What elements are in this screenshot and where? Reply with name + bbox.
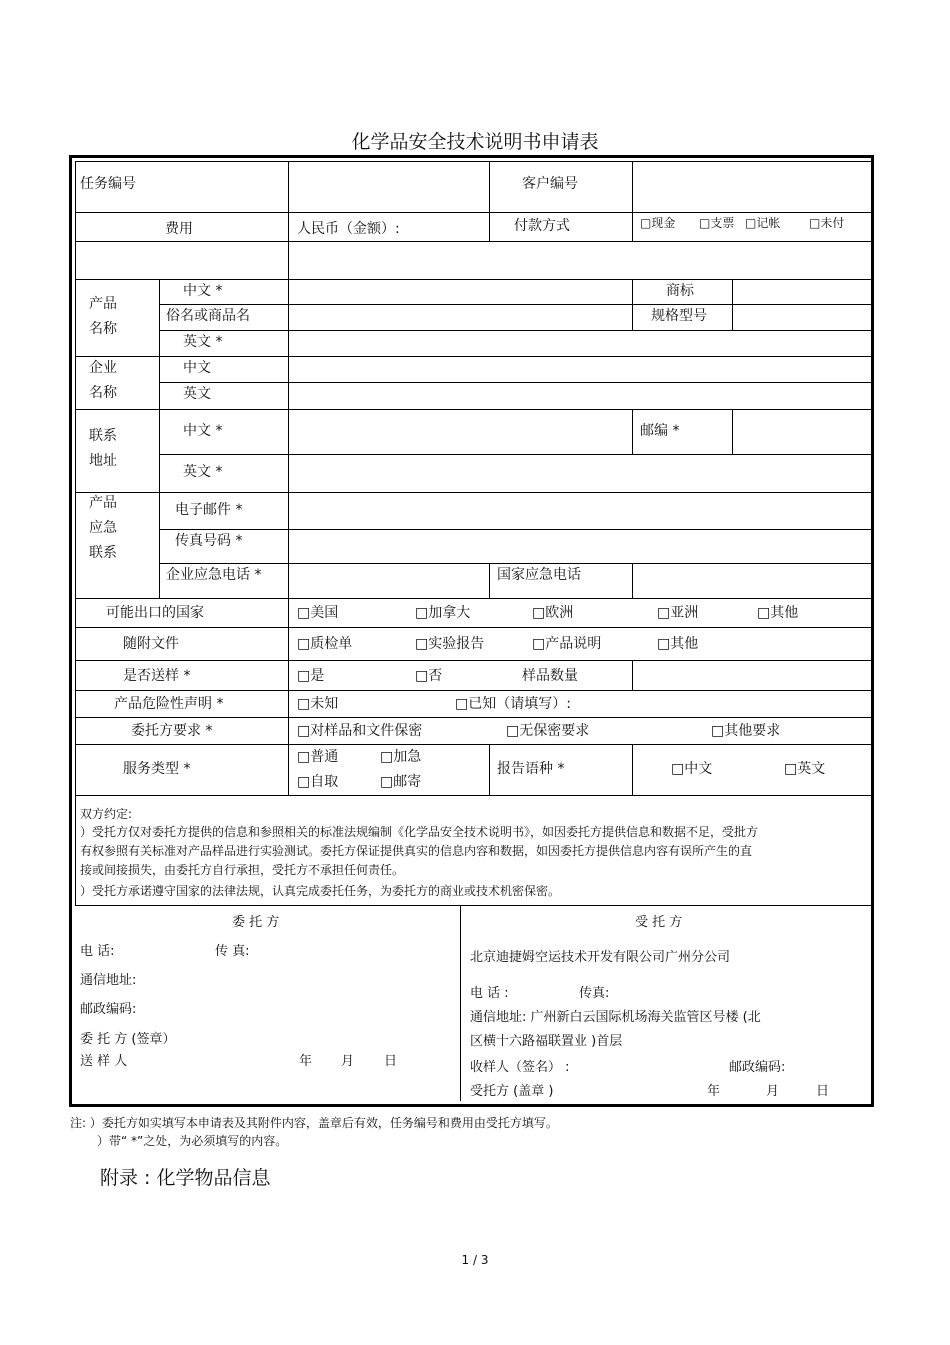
rule xyxy=(159,279,160,598)
rule-right xyxy=(871,161,872,905)
report-language-label: 报告语种 * xyxy=(497,761,565,777)
national-emergency-phone-label: 国家应急电话 xyxy=(497,567,581,583)
rule xyxy=(75,905,872,906)
rule xyxy=(632,744,633,795)
client-date-month: 月 xyxy=(341,1054,355,1069)
sample-no-checkbox[interactable]: □否 xyxy=(415,668,443,684)
trustee-postcode: 邮政编码: xyxy=(729,1060,786,1075)
company-name-label: 名称 xyxy=(89,385,117,401)
company-name-label: 企业 xyxy=(89,360,117,376)
rule xyxy=(160,529,872,530)
lang-cn-checkbox[interactable]: □中文 xyxy=(671,761,713,777)
company-en-label: 英文 xyxy=(183,386,211,402)
company-emergency-phone-label: 企业应急电话 * xyxy=(166,567,262,583)
pay-account-checkbox[interactable]: □记帐 xyxy=(745,216,781,230)
rule xyxy=(75,744,872,745)
product-cn-field[interactable] xyxy=(290,281,631,303)
agreement-clause: 有权参照有关标准对产品样品进行实验测试。委托方保证提供真实的信息内容和数据，如因委托方提供信息内容有误所产生的直 xyxy=(80,844,753,858)
rule xyxy=(732,409,733,454)
company-emergency-phone-field[interactable] xyxy=(290,565,488,597)
trustee-seal-field[interactable]: 受托方 (盖章 ) xyxy=(470,1084,554,1099)
attach-product-checkbox[interactable]: □产品说明 xyxy=(532,636,602,652)
hazard-unknown-checkbox[interactable]: □未知 xyxy=(297,696,339,712)
postcode-label: 邮编 * xyxy=(640,423,680,439)
product-common-name-label: 俗名或商品名 xyxy=(166,308,250,324)
rmb-amount-field[interactable]: 人民币（金额）: xyxy=(297,221,400,237)
sample-qty-field[interactable] xyxy=(634,662,870,689)
rule xyxy=(632,563,633,598)
email-field[interactable] xyxy=(290,494,870,528)
client-requirement-label: 委托方要求 * xyxy=(131,723,213,739)
product-cn-label: 中文 * xyxy=(183,283,223,299)
client-date-day: 日 xyxy=(384,1054,398,1069)
pay-cash-checkbox[interactable]: □现金 xyxy=(640,216,676,230)
rule xyxy=(75,241,872,242)
product-name-label: 名称 xyxy=(89,321,117,337)
customer-no-field[interactable] xyxy=(634,163,870,211)
footnote: 注: ）委托方如实填写本申请表及其附件内容，盖章后有效，任务编号和费用由受托方填写。 xyxy=(70,1116,558,1130)
email-label: 电子邮件 * xyxy=(175,502,243,518)
country-other-checkbox[interactable]: □其他 xyxy=(757,605,799,621)
attach-other-checkbox[interactable]: □其他 xyxy=(657,636,699,652)
rule xyxy=(732,279,733,330)
rule xyxy=(160,454,872,455)
rule xyxy=(632,161,633,241)
pay-unpaid-checkbox[interactable]: □未付 xyxy=(809,216,845,230)
other-requirement-checkbox[interactable]: □其他要求 xyxy=(711,723,781,739)
service-urgent-checkbox[interactable]: □加急 xyxy=(380,749,422,765)
rule xyxy=(632,409,633,454)
client-signature-field[interactable]: 委 托 方 (签章） xyxy=(80,1032,176,1047)
task-no-field[interactable] xyxy=(290,163,488,211)
rule xyxy=(75,409,872,410)
address-label: 联系 xyxy=(89,428,117,444)
no-confidential-checkbox[interactable]: □无保密要求 xyxy=(506,723,590,739)
trustee-address: 通信地址: 广州新白云国际机场海关监管区号楼 (北 xyxy=(470,1010,761,1025)
address-cn-field[interactable] xyxy=(290,411,631,453)
task-no-label: 任务编号 xyxy=(80,176,136,192)
address-en-label: 英文 * xyxy=(183,464,223,480)
fax-label: 传真号码 * xyxy=(175,533,243,549)
agreement-clause: ）受托方承诺遵守国家的法律法规，认真完成委托任务，为委托方的商业或技术机密保密。 xyxy=(80,884,561,898)
company-cn-label: 中文 xyxy=(183,360,211,376)
spec-model-label: 规格型号 xyxy=(651,308,707,324)
client-fax-field[interactable]: 传 真: xyxy=(215,944,250,959)
service-pickup-checkbox[interactable]: □自取 xyxy=(297,774,339,790)
emergency-contact-label: 产品 xyxy=(89,495,117,511)
rule-left xyxy=(75,161,76,905)
rule xyxy=(75,795,872,796)
client-postcode-field[interactable]: 邮政编码: xyxy=(80,1002,137,1017)
trustee-date-month: 月 xyxy=(766,1084,780,1099)
customer-no-label: 客户编号 xyxy=(522,176,578,192)
attach-qc-checkbox[interactable]: □质检单 xyxy=(297,636,353,652)
rule xyxy=(632,660,633,690)
appendix-heading: 附录 : 化学物品信息 xyxy=(100,1167,271,1189)
hazard-known-checkbox[interactable]: □已知（请填写）: xyxy=(455,696,571,712)
trustee-company: 北京迪捷姆空运技术开发有限公司广州分公司 xyxy=(470,950,731,965)
client-sender-field[interactable]: 送 样 人 xyxy=(80,1054,128,1069)
product-name-label: 产品 xyxy=(89,296,117,312)
agreement-heading: 双方约定: xyxy=(80,807,133,821)
trustee-heading: 受 托 方 xyxy=(635,915,683,930)
rule xyxy=(489,161,490,241)
company-cn-field[interactable] xyxy=(290,358,870,381)
address-en-field[interactable] xyxy=(290,456,870,491)
trustee-address: 区横十六路福联置业 )首层 xyxy=(470,1034,623,1049)
hazard-statement-label: 产品危险性声明 * xyxy=(114,696,224,712)
emergency-contact-label: 应急 xyxy=(89,520,117,536)
client-phone-field[interactable]: 电 话: xyxy=(80,944,115,959)
rule xyxy=(489,744,490,795)
pay-check-checkbox[interactable]: □支票 xyxy=(699,216,735,230)
trustee-phone: 电 话 : xyxy=(470,986,509,1001)
footnote: ）带“ *”之处，为必须填写的内容。 xyxy=(97,1134,288,1148)
country-us-checkbox[interactable]: □美国 xyxy=(297,605,339,621)
sample-yes-checkbox[interactable]: □是 xyxy=(297,668,325,684)
spec-model-field[interactable] xyxy=(734,306,870,329)
country-asia-checkbox[interactable]: □亚洲 xyxy=(657,605,699,621)
trademark-label: 商标 xyxy=(666,283,694,299)
country-ca-checkbox[interactable]: □加拿大 xyxy=(415,605,471,621)
product-en-label: 英文 * xyxy=(183,334,223,350)
rule xyxy=(632,279,633,330)
fee-label: 费用 xyxy=(165,221,193,237)
rule xyxy=(160,563,872,564)
rule xyxy=(75,598,872,599)
blank-field[interactable] xyxy=(290,243,870,278)
send-sample-label: 是否送样 * xyxy=(123,668,191,684)
company-en-field[interactable] xyxy=(290,384,870,408)
fax-field[interactable] xyxy=(290,531,870,562)
service-mail-checkbox[interactable]: □邮寄 xyxy=(380,774,422,790)
rule xyxy=(75,717,872,718)
client-date-year: 年 xyxy=(299,1054,313,1069)
rule xyxy=(160,382,872,383)
rule xyxy=(75,492,872,493)
rule xyxy=(288,161,289,795)
lang-en-checkbox[interactable]: □英文 xyxy=(784,761,826,777)
rule xyxy=(160,304,872,305)
trademark-field[interactable] xyxy=(734,281,870,303)
rule xyxy=(460,905,461,1101)
page-number: 1 / 3 xyxy=(461,1253,489,1267)
postcode-field[interactable] xyxy=(734,411,870,453)
trustee-date-day: 日 xyxy=(816,1084,830,1099)
attachments-label: 随附文件 xyxy=(123,636,179,652)
product-common-name-field[interactable] xyxy=(290,306,631,329)
rule xyxy=(75,212,872,213)
country-eu-checkbox[interactable]: □欧洲 xyxy=(532,605,574,621)
trustee-fax: 传真: xyxy=(579,986,610,1001)
product-en-field[interactable] xyxy=(290,332,870,355)
export-countries-label: 可能出口的国家 xyxy=(106,605,204,621)
agreement-clause: ）受托方仅对委托方提供的信息和参照相关的标准法规编制《化学品安全技术说明书》，如因委托方提供信息和数据不足，受批方 xyxy=(80,825,759,839)
payment-label: 付款方式 xyxy=(514,218,570,234)
trustee-date-year: 年 xyxy=(707,1084,721,1099)
address-cn-label: 中文 * xyxy=(183,423,223,439)
rule xyxy=(160,330,872,331)
client-heading: 委 托 方 xyxy=(232,915,280,930)
rule xyxy=(75,690,872,691)
national-emergency-phone-field[interactable] xyxy=(634,565,870,597)
service-normal-checkbox[interactable]: □普通 xyxy=(297,749,339,765)
agreement-clause: 接或间接损失，由委托方自行承担，受托方不承担任何责任。 xyxy=(80,863,405,877)
page-title: 化学品安全技术说明书申请表 xyxy=(351,131,599,153)
rule xyxy=(75,660,872,661)
confidential-checkbox[interactable]: □对样品和文件保密 xyxy=(297,723,423,739)
trustee-receiver-field[interactable]: 收样人（签名） : xyxy=(470,1060,570,1075)
sample-qty-label: 样品数量 xyxy=(522,668,578,684)
emergency-contact-label: 联系 xyxy=(89,545,117,561)
rule xyxy=(489,563,490,598)
address-label: 地址 xyxy=(89,453,117,469)
attach-lab-checkbox[interactable]: □实验报告 xyxy=(415,636,485,652)
client-address-field[interactable]: 通信地址: xyxy=(80,973,137,988)
rule xyxy=(75,279,872,280)
service-type-label: 服务类型 * xyxy=(123,761,191,777)
rule xyxy=(75,356,872,357)
rule xyxy=(75,627,872,628)
rule-top xyxy=(75,161,872,162)
